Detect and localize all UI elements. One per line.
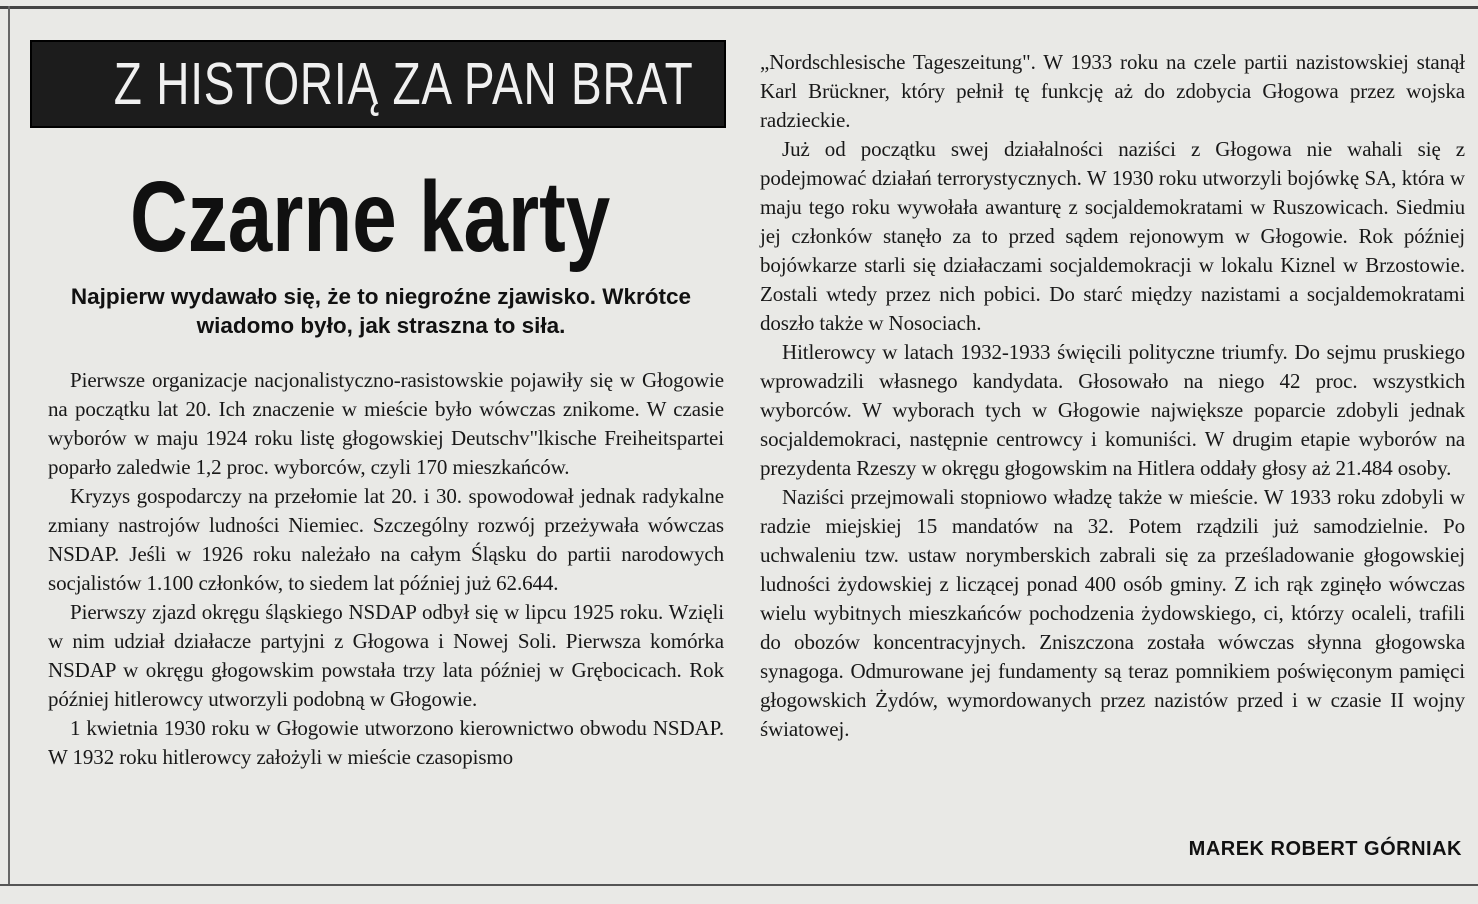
right-paragraph-4: Naziści przejmowali stopniowo władzę także w mieście. W 1933 roku zdobyli w radzie miejskiej 15 mandatów na 32. Potem rządzili już samodzielnie. Po uchwaleniu tzw. ustaw norymberskich zabrali się za prześladowanie głogowskiej ludności żydowskiej z liczącej ponad 400 osób gminy. Z ich rąk zginęło wówczas wielu wybitnych mieszkańców pochodzenia żydowskiego, ci, którzy ocaleli, trafili do obozów koncentracyjnych. Zniszczona została wówczas słynna głogowska synagoga. Odmurowane jej fundamenty są teraz pomnikiem poświęconym pamięci głogowskich Żydów, wymordowanych przez nazistów przed i w czasie II wojny światowej. bbox=[760, 485, 1465, 741]
right-paragraph-1: „Nordschlesische Tageszeitung". W 1933 roku na czele partii nazistowskiej stanął Karl Brückner, który pełnił tę funkcję aż do zdobycia Głogowa przez wojska radzieckie. bbox=[760, 50, 1465, 132]
kicker-text: Z HISTORIĄ ZA PAN BRAT bbox=[113, 51, 694, 117]
headline bbox=[60, 142, 680, 292]
right-paragraph-2: Już od początku swej działalności naziści z Głogowa nie wahali się z podejmować działań terrorystycznych. W 1930 roku utworzyli bojówkę SA, która w maju tego roku wywołała awanturę z socjaldemokratami w Ruszowicach. Siedmiu jej członków stanęło za to przed sądem rejonowym w Głogowie. Rok później bojówkarze starli się działaczami socjaldemokracji w lokalu Kiznel w Brzostowie. Zostali wtedy przez nich pobici. Do starć między nazistami a socjaldemokratami doszło także w Nosociach. bbox=[760, 137, 1465, 335]
headline-text: Czarne karty bbox=[129, 161, 611, 273]
lead-paragraph: Najpierw wydawało się, że to niegroźne zjawisko. Wkrótce wiadomo było, jak straszna to siła. bbox=[70, 284, 692, 338]
left-column bbox=[48, 366, 724, 772]
author-byline: MAREK ROBERT GÓRNIAK bbox=[1188, 838, 1462, 860]
left-paragraph-1: Pierwsze organizacje nacjonalistyczno-rasistowskie pojawiły się w Głogowie na początku lat 20. Ich znaczenie w mieście było wówczas znikome. W czasie wyborów w maju 1924 roku listę głogowskiej Deutschv"lkische Freiheitspartei poparło zaledwie 1,2 proc. wyborców, czyli 170 mieszkańców. bbox=[48, 368, 724, 479]
right-column bbox=[760, 48, 1465, 744]
left-paragraph-3: Pierwszy zjazd okręgu śląskiego NSDAP odbył się w lipcu 1925 roku. Wzięli w nim udział działacze partyjni z Głogowa i Nowej Soli. Pierwsza komórka NSDAP w okręgu głogowskim powstała trzy lata później w Grębocicach. Rok później hitlerowcy utworzyli podobną w Głogowie. bbox=[48, 600, 724, 711]
left-rule bbox=[8, 6, 10, 886]
left-paragraph-4: 1 kwietnia 1930 roku w Głogowie utworzono kierownictwo obwodu NSDAP. W 1932 roku hitlerowcy założyli w mieście czasopismo bbox=[48, 716, 724, 769]
left-paragraph-2: Kryzys gospodarczy na przełomie lat 20. i 30. spowodował jednak radykalne zmiany nastrojów ludności Niemiec. Szczególny rozwój przeżywała wówczas NSDAP. Jeśli w 1926 roku należało na całym Śląsku do partii narodowych socjalistów 1.100 członków, to siedem lat później już 62.644. bbox=[48, 484, 724, 595]
section-kicker bbox=[30, 40, 726, 128]
top-rule bbox=[0, 6, 1478, 9]
right-paragraph-3: Hitlerowcy w latach 1932-1933 święcili polityczne triumfy. Do sejmu pruskiego wprowadzili własnego kandydata. Głosowało na niego 42 proc. wszystkich wyborców. W wyborach tych w Głogowie największe poparcie zdobyli jednak socjaldemokraci, następnie centrowcy i komuniści. W drugim etapie wyborów na prezydenta Rzeszy w okręgu głogowskim na Hitlera oddały głosy aż 21.484 osoby. bbox=[760, 340, 1465, 480]
bottom-rule bbox=[0, 884, 1478, 886]
